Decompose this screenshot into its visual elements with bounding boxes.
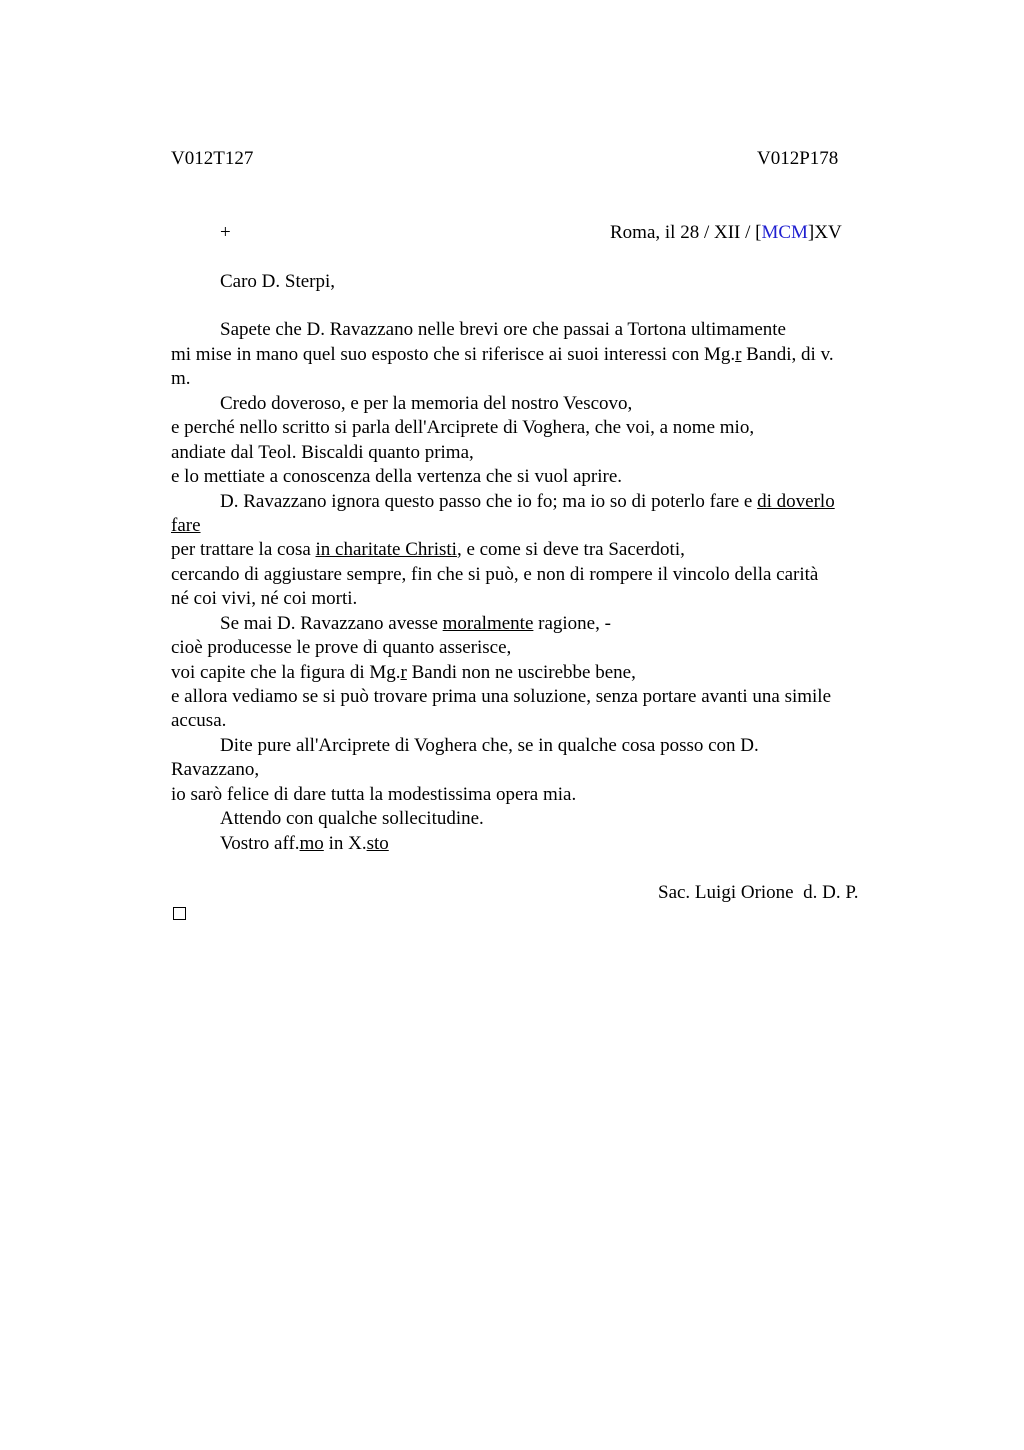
cross-mark: + <box>220 222 231 243</box>
body-line: Dite pure all'Arciprete di Voghera che, se in qualche cosa posso con D. <box>220 735 759 756</box>
body-line: Sapete che D. Ravazzano nelle brevi ore che passai a Tortona ultimamente <box>220 319 786 340</box>
body-line: per trattare la cosa in charitate Christi, e come si deve tra Sacerdoti, <box>171 539 685 560</box>
body-line: Credo doveroso, e per la memoria del nostro Vescovo, <box>220 393 633 414</box>
underlined-text: moralmente <box>442 613 534 634</box>
signature: Sac. Luigi Orione d. D. P. <box>658 882 859 903</box>
closing-line: Vostro aff.mo in X.sto <box>220 833 389 854</box>
underlined-text: r <box>400 662 407 683</box>
underlined-text: in charitate Christi <box>315 539 457 560</box>
body-line: andiate dal Teol. Biscaldi quanto prima, <box>171 442 474 463</box>
body-line: D. Ravazzano ignora questo passo che io fo; ma io so di poterlo fare e di doverlo <box>220 491 835 512</box>
body-line: cioè producesse le prove di quanto asserisce, <box>171 637 512 658</box>
body-line: cercando di aggiustare sempre, fin che si può, e non di rompere il vincolo della carità <box>171 564 819 585</box>
body-line: e perché nello scritto si parla dell'Arciprete di Voghera, che voi, a nome mio, <box>171 417 755 438</box>
salutation: Caro D. Sterpi, <box>220 271 336 292</box>
document-code-left: V012T127 <box>171 148 254 169</box>
underlined-text: sto <box>366 833 389 854</box>
body-line: né coi vivi, né coi morti. <box>171 588 358 609</box>
document-code-right: V012P178 <box>757 148 839 169</box>
body-line: voi capite che la figura di Mg.r Bandi non ne uscirebbe bene, <box>171 662 636 683</box>
underlined-text: r <box>735 344 742 365</box>
body-line: m. <box>171 368 191 389</box>
end-box-icon <box>173 907 186 920</box>
body-line: fare <box>171 515 201 536</box>
body-line: Attendo con qualche sollecitudine. <box>220 808 484 829</box>
body-line: mi mise in mano quel suo esposto che si riferisce ai suoi interessi con Mg.r Bandi, di v. <box>171 344 834 365</box>
body-line: io sarò felice di dare tutta la modestissima opera mia. <box>171 784 577 805</box>
body-line: Se mai D. Ravazzano avesse moralmente ragione, - <box>220 613 611 634</box>
date-suffix: ]XV <box>807 222 842 243</box>
date-prefix: Roma, il 28 / XII / [ <box>610 222 762 243</box>
underlined-text: di doverlo <box>757 491 835 512</box>
body-line: e allora vediamo se si può trovare prima una soluzione, senza portare avanti una simile <box>171 686 832 707</box>
body-line: e lo mettiate a conoscenza della vertenza che si vuol aprire. <box>171 466 623 487</box>
dateline <box>610 221 842 245</box>
underlined-text: mo <box>299 833 324 854</box>
body-line: Ravazzano, <box>171 759 260 780</box>
body-line: accusa. <box>171 710 227 731</box>
date-editorial-insert: MCM <box>761 222 808 243</box>
